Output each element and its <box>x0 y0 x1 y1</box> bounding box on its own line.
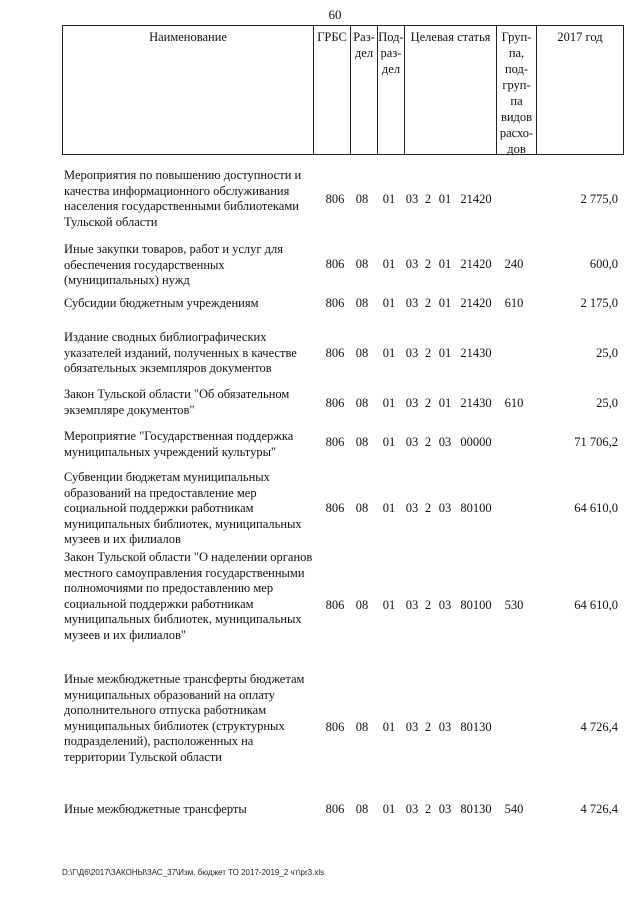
row-cs3: 03 <box>438 802 452 816</box>
row-podrazdel: 01 <box>382 296 396 310</box>
row-podrazdel: 01 <box>382 501 396 515</box>
file-path-footer: D:\Г\Д6\2017\ЗАКОНЫ\ЗАС_37\Изм. бюджет ТО 2017-2019_2 чт\pr3.xls <box>62 868 325 877</box>
header-podrazdel <box>377 26 404 154</box>
row-amount: 4 726,4 <box>580 720 618 734</box>
row-name: Иные закупки товаров, работ и услуг для обеспечения государственных (муниципальных) нужд <box>64 242 284 287</box>
row-razdel: 08 <box>355 435 369 449</box>
row-name: Мероприятия по повышению доступности и качества информационного обслуживания населения государственными библиотеками Тульской области <box>64 168 302 229</box>
header-vid-line: па, <box>508 46 525 60</box>
row-razdel: 08 <box>355 598 369 612</box>
row-grbs: 806 <box>325 257 345 271</box>
row-cs1: 03 <box>405 435 419 449</box>
row-cs1: 03 <box>405 720 419 734</box>
row-razdel: 08 <box>355 396 369 410</box>
row-cs4: 00000 <box>460 435 492 449</box>
row-amount: 25,0 <box>596 396 618 410</box>
row-cs2: 2 <box>424 501 432 515</box>
header-celevaya: Целевая статья <box>404 26 496 154</box>
row-amount: 2 775,0 <box>580 192 618 206</box>
row-cs2: 2 <box>424 720 432 734</box>
header-podrazdel-line: раз- <box>380 46 402 60</box>
row-cs2: 2 <box>424 192 432 206</box>
header-vid-line: Груп- <box>501 30 532 44</box>
header-podrazdel-line: дел <box>381 62 401 76</box>
row-amount: 4 726,4 <box>580 802 618 816</box>
row-vr: 610 <box>504 396 524 410</box>
row-razdel: 08 <box>355 296 369 310</box>
row-cs3: 01 <box>438 296 452 310</box>
header-grbs: ГРБС <box>313 26 350 154</box>
row-cs4: 80100 <box>460 598 492 612</box>
row-cs3: 01 <box>438 257 452 271</box>
row-vr: 240 <box>504 257 524 271</box>
row-amount: 600,0 <box>589 257 618 271</box>
row-name: Субвенции бюджетам муниципальных образований на предоставление мер социальной поддержки работникам муниципальных библиотек, муниципальных музеев и их филиалов <box>64 470 302 546</box>
row-cs1: 03 <box>405 192 419 206</box>
row-grbs: 806 <box>325 346 345 360</box>
header-vid-line: дов <box>507 142 526 156</box>
row-cs2: 2 <box>424 346 432 360</box>
row-cs2: 2 <box>424 435 432 449</box>
row-podrazdel: 01 <box>382 396 396 410</box>
row-cs1: 03 <box>405 501 419 515</box>
row-grbs: 806 <box>325 802 345 816</box>
row-cs1: 03 <box>405 257 419 271</box>
header-vid-line: па <box>510 94 523 108</box>
row-name: Издание сводных библиографических указателей изданий, полученных в качестве обязательных экземпляров документов <box>64 330 297 375</box>
row-razdel: 08 <box>355 192 369 206</box>
header-vid-line: расхо- <box>499 126 534 140</box>
row-cs2: 2 <box>424 598 432 612</box>
header-vid-line: под- <box>504 62 529 76</box>
row-vr: 530 <box>504 598 524 612</box>
row-cs4: 80130 <box>460 802 492 816</box>
row-podrazdel: 01 <box>382 346 396 360</box>
row-cs1: 03 <box>405 346 419 360</box>
row-podrazdel: 01 <box>382 192 396 206</box>
row-cs4: 80100 <box>460 501 492 515</box>
row-amount: 64 610,0 <box>574 501 618 515</box>
row-cs3: 03 <box>438 435 452 449</box>
row-amount: 25,0 <box>596 346 618 360</box>
row-grbs: 806 <box>325 720 345 734</box>
row-razdel: 08 <box>355 346 369 360</box>
row-podrazdel: 01 <box>382 257 396 271</box>
row-cs1: 03 <box>405 598 419 612</box>
row-cs2: 2 <box>424 296 432 310</box>
row-cs1: 03 <box>405 396 419 410</box>
page-number: 60 <box>328 7 342 22</box>
row-name: Иные межбюджетные трансферты бюджетам муниципальных образований на оплату дополнительного отпуска работникам муниципальных библиотек (структурных подразделений), расположенных на территории Тульской области <box>64 672 305 764</box>
row-amount: 64 610,0 <box>574 598 618 612</box>
row-vr: 540 <box>504 802 524 816</box>
row-cs2: 2 <box>424 257 432 271</box>
row-cs4: 21430 <box>460 346 492 360</box>
row-vr: 610 <box>504 296 524 310</box>
header-vid-line: видов <box>500 110 533 124</box>
row-podrazdel: 01 <box>382 435 396 449</box>
header-razdel-line: Раз- <box>353 30 375 44</box>
header-vid <box>496 26 536 154</box>
row-cs3: 03 <box>438 598 452 612</box>
row-cs2: 2 <box>424 802 432 816</box>
row-grbs: 806 <box>325 396 345 410</box>
header-razdel <box>350 26 377 154</box>
header-podrazdel-line: Под- <box>378 30 404 44</box>
row-amount: 2 175,0 <box>580 296 618 310</box>
header-razdel-line: дел <box>354 46 374 60</box>
row-cs3: 01 <box>438 192 452 206</box>
row-cs3: 01 <box>438 346 452 360</box>
row-grbs: 806 <box>325 296 345 310</box>
row-grbs: 806 <box>325 435 345 449</box>
row-cs4: 21420 <box>460 192 492 206</box>
row-cs2: 2 <box>424 396 432 410</box>
row-name: Закон Тульской области "Об обязательном экземпляре документов" <box>64 387 290 417</box>
row-razdel: 08 <box>355 802 369 816</box>
row-grbs: 806 <box>325 598 345 612</box>
row-cs1: 03 <box>405 296 419 310</box>
row-razdel: 08 <box>355 501 369 515</box>
row-name: Иные межбюджетные трансферты <box>64 802 247 816</box>
row-razdel: 08 <box>355 257 369 271</box>
header-vid-line: груп- <box>502 78 531 92</box>
row-cs3: 03 <box>438 501 452 515</box>
header-year: 2017 год <box>536 26 623 154</box>
row-cs1: 03 <box>405 802 419 816</box>
row-podrazdel: 01 <box>382 598 396 612</box>
row-cs4: 21420 <box>460 296 492 310</box>
table-header <box>62 25 624 155</box>
row-grbs: 806 <box>325 192 345 206</box>
row-amount: 71 706,2 <box>574 435 618 449</box>
row-cs3: 01 <box>438 396 452 410</box>
row-name: Мероприятие "Государственная поддержка муниципальных учреждений культуры" <box>64 429 294 459</box>
row-cs4: 21420 <box>460 257 492 271</box>
row-cs3: 03 <box>438 720 452 734</box>
row-cs4: 80130 <box>460 720 492 734</box>
row-cs4: 21430 <box>460 396 492 410</box>
header-name: Наименование <box>149 30 227 44</box>
row-podrazdel: 01 <box>382 720 396 734</box>
row-podrazdel: 01 <box>382 802 396 816</box>
row-razdel: 08 <box>355 720 369 734</box>
row-name: Закон Тульской области "О наделении органов местного самоуправления государственными полномочиями по предоставлению мер социальной поддержки работникам муниципальных библиотек, муниципальных музеев и их филиалов" <box>64 550 313 642</box>
row-name: Субсидии бюджетным учреждениям <box>64 296 259 310</box>
row-grbs: 806 <box>325 501 345 515</box>
